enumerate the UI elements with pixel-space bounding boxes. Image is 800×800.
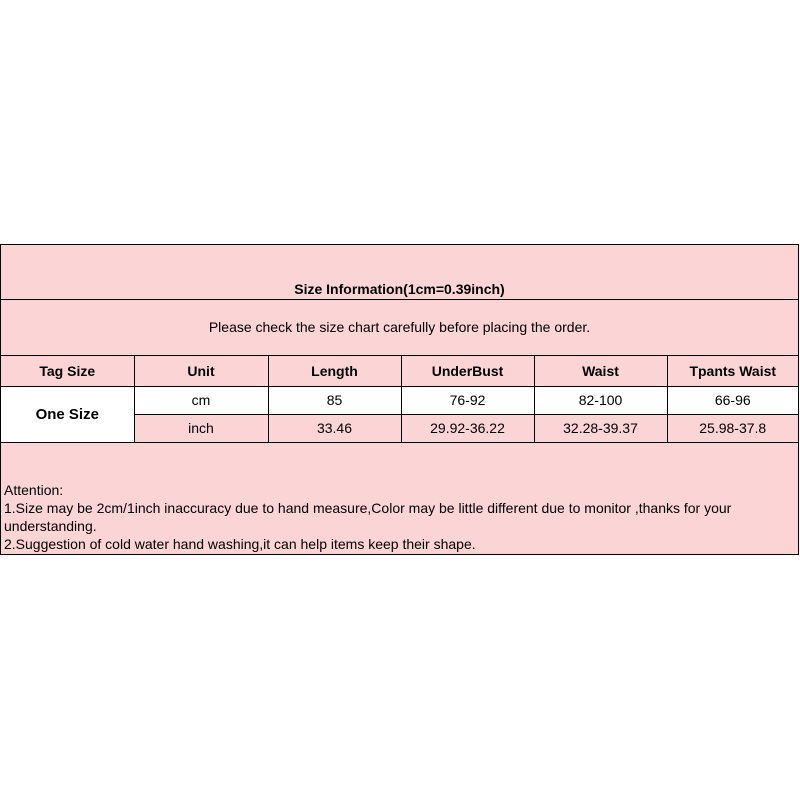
unit-cell: inch bbox=[134, 414, 268, 442]
size-chart-title: Size Information(1cm=0.39inch) bbox=[1, 245, 798, 300]
header-underbust: UnderBust bbox=[401, 356, 534, 386]
header-length: Length bbox=[268, 356, 401, 386]
size-chart-sheet bbox=[0, 244, 799, 555]
tpants-waist-cell: 25.98-37.8 bbox=[667, 414, 798, 442]
table-header-row bbox=[1, 356, 798, 386]
header-waist: Waist bbox=[534, 356, 667, 386]
tag-size-cell: One Size bbox=[1, 386, 134, 442]
header-unit: Unit bbox=[134, 356, 268, 386]
size-table bbox=[1, 356, 798, 443]
underbust-cell: 76-92 bbox=[401, 386, 534, 414]
header-tpants-waist: Tpants Waist bbox=[667, 356, 798, 386]
header-tag-size: Tag Size bbox=[1, 356, 134, 386]
table-row bbox=[1, 386, 798, 414]
length-cell: 33.46 bbox=[268, 414, 401, 442]
underbust-cell: 29.92-36.22 bbox=[401, 414, 534, 442]
attention-note-1: 1.Size may be 2cm/1inch inaccuracy due to hand measure,Color may be little different due to monitor ,thanks for your understanding. bbox=[4, 500, 732, 534]
attention-section bbox=[1, 442, 798, 554]
length-cell: 85 bbox=[268, 386, 401, 414]
tpants-waist-cell: 66-96 bbox=[667, 386, 798, 414]
attention-heading: Attention: bbox=[4, 482, 64, 498]
waist-cell: 82-100 bbox=[534, 386, 667, 414]
attention-note-2: 2.Suggestion of cold water hand washing,it can help items keep their shape. bbox=[4, 536, 476, 552]
waist-cell: 32.28-39.37 bbox=[534, 414, 667, 442]
unit-cell: cm bbox=[134, 386, 268, 414]
order-notice: Please check the size chart carefully before placing the order. bbox=[1, 300, 798, 356]
